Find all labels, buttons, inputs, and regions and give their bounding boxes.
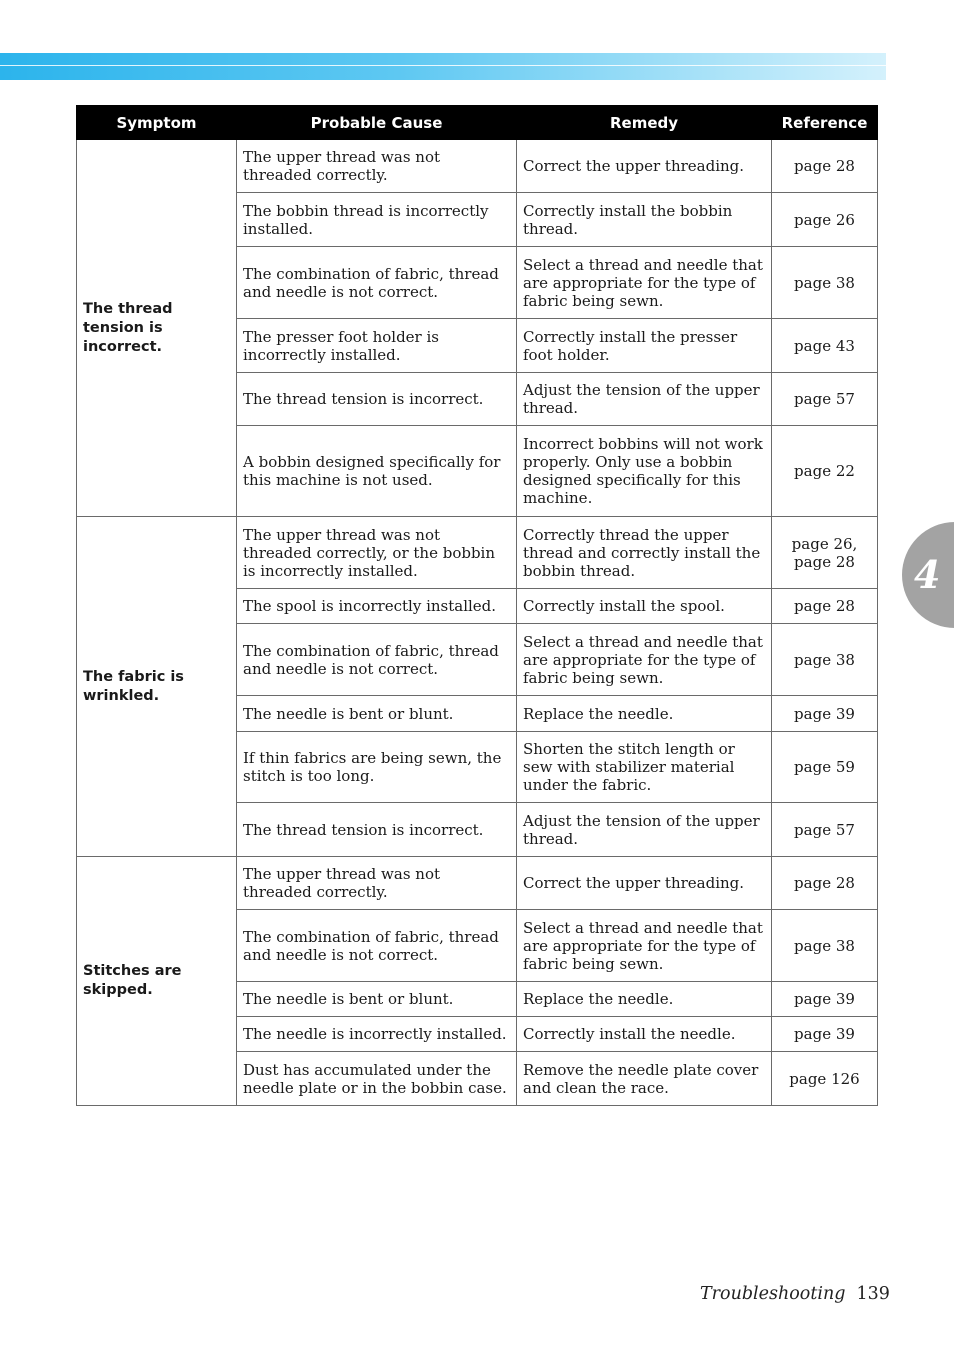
remedy-cell: Correct the upper threading. [517, 857, 772, 910]
reference-cell: page 22 [772, 426, 878, 517]
footer-section-title: Troubleshooting [700, 1284, 846, 1304]
table-row [77, 857, 878, 910]
remedy-cell: Adjust the tension of the upper thread. [517, 373, 772, 426]
reference-cell: page 39 [772, 982, 878, 1017]
remedy-cell: Correctly thread the upper thread and correctly install the bobbin thread. [517, 517, 772, 589]
cause-cell: Dust has accumulated under the needle plate or in the bobbin case. [237, 1052, 517, 1106]
cause-cell: The thread tension is incorrect. [237, 373, 517, 426]
troubleshooting-table [76, 105, 878, 1106]
remedy-cell: Replace the needle. [517, 696, 772, 732]
header-symptom: Symptom [77, 106, 237, 140]
symptom-cell: The fabric is wrinkled. [77, 517, 237, 857]
reference-cell: page 39 [772, 1017, 878, 1052]
reference-cell: page 26, page 28 [772, 517, 878, 589]
remedy-cell: Select a thread and needle that are appropriate for the type of fabric being sewn. [517, 624, 772, 696]
cause-cell: The combination of fabric, thread and needle is not correct. [237, 910, 517, 982]
remedy-cell: Replace the needle. [517, 982, 772, 1017]
remedy-cell: Select a thread and needle that are appropriate for the type of fabric being sewn. [517, 247, 772, 319]
remedy-cell: Correct the upper threading. [517, 140, 772, 193]
reference-cell: page 28 [772, 857, 878, 910]
symptom-cell: The thread tension is incorrect. [77, 140, 237, 517]
table-header-row [77, 106, 878, 140]
remedy-cell: Remove the needle plate cover and clean the race. [517, 1052, 772, 1106]
reference-cell: page 38 [772, 247, 878, 319]
cause-cell: The needle is incorrectly installed. [237, 1017, 517, 1052]
reference-cell: page 57 [772, 803, 878, 857]
header-band-stripe [0, 65, 886, 66]
header-reference: Reference [772, 106, 878, 140]
cause-cell: If thin fabrics are being sewn, the stitch is too long. [237, 732, 517, 803]
header-color-band [0, 53, 886, 80]
page-footer [700, 1284, 890, 1304]
cause-cell: A bobbin designed specifically for this machine is not used. [237, 426, 517, 517]
cause-cell: The upper thread was not threaded correctly. [237, 857, 517, 910]
reference-cell: page 39 [772, 696, 878, 732]
reference-cell: page 28 [772, 589, 878, 624]
symptom-cell: Stitches are skipped. [77, 857, 237, 1106]
header-probable-cause: Probable Cause [237, 106, 517, 140]
remedy-cell: Correctly install the bobbin thread. [517, 193, 772, 247]
cause-cell: The upper thread was not threaded correctly, or the bobbin is incorrectly installed. [237, 517, 517, 589]
remedy-cell: Correctly install the spool. [517, 589, 772, 624]
remedy-cell: Correctly install the presser foot holder. [517, 319, 772, 373]
remedy-cell: Correctly install the needle. [517, 1017, 772, 1052]
chapter-tab[interactable] [902, 522, 954, 628]
cause-cell: The needle is bent or blunt. [237, 982, 517, 1017]
cause-cell: The combination of fabric, thread and needle is not correct. [237, 624, 517, 696]
cause-cell: The presser foot holder is incorrectly installed. [237, 319, 517, 373]
reference-cell: page 28 [772, 140, 878, 193]
page-number: 139 [856, 1284, 890, 1304]
reference-cell: page 43 [772, 319, 878, 373]
remedy-cell: Shorten the stitch length or sew with stabilizer material under the fabric. [517, 732, 772, 803]
cause-cell: The combination of fabric, thread and needle is not correct. [237, 247, 517, 319]
remedy-cell: Incorrect bobbins will not work properly. Only use a bobbin designed specifically for this machine. [517, 426, 772, 517]
reference-cell: page 59 [772, 732, 878, 803]
reference-cell: page 57 [772, 373, 878, 426]
remedy-cell: Adjust the tension of the upper thread. [517, 803, 772, 857]
remedy-cell: Select a thread and needle that are appropriate for the type of fabric being sewn. [517, 910, 772, 982]
cause-cell: The thread tension is incorrect. [237, 803, 517, 857]
header-remedy: Remedy [517, 106, 772, 140]
cause-cell: The spool is incorrectly installed. [237, 589, 517, 624]
reference-cell: page 38 [772, 910, 878, 982]
reference-cell: page 38 [772, 624, 878, 696]
cause-cell: The upper thread was not threaded correctly. [237, 140, 517, 193]
reference-cell: page 26 [772, 193, 878, 247]
cause-cell: The bobbin thread is incorrectly installed. [237, 193, 517, 247]
cause-cell: The needle is bent or blunt. [237, 696, 517, 732]
reference-cell: page 126 [772, 1052, 878, 1106]
chapter-number: 4 [914, 552, 941, 597]
table-row [77, 517, 878, 589]
table-row [77, 140, 878, 193]
